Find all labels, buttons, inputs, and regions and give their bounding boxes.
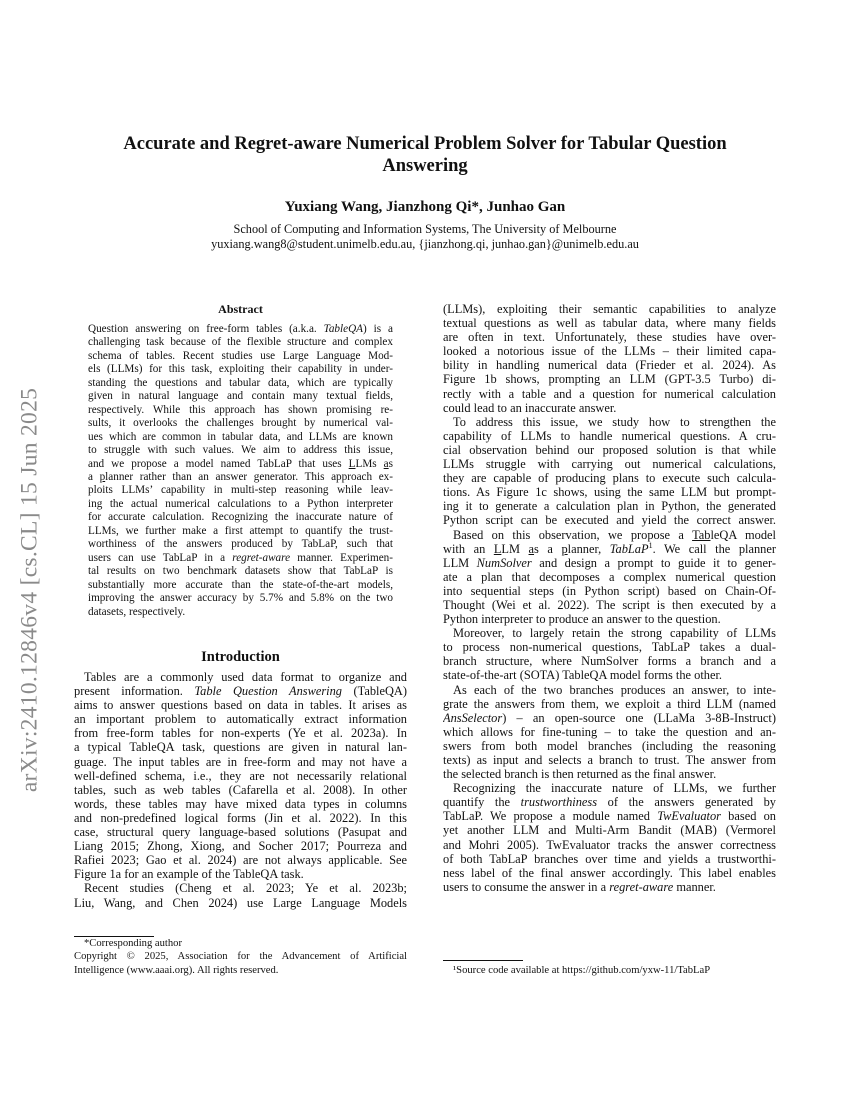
text-line: state-of-the-art (SOTA) TableQA model forms the other. [443, 668, 723, 683]
text-line: swers from both model branches (including the reasoning [443, 738, 776, 753]
text-line: As each of the two branches produces an answer, to inte- [453, 682, 776, 697]
abstract-body [88, 323, 393, 619]
text-line: which allows for fine-tuning – to take the question and an- [443, 724, 776, 739]
text-line: tables, such as web tables (Cafarella et al. 2008). In other [74, 782, 407, 797]
text-line: well-defined schema, i.e., they are not necessarily relational [74, 768, 407, 783]
text-line: present information. Table Question Answering (TableQA) [74, 684, 407, 699]
text-line: ness label of the final answer accordingly. This label enables [443, 865, 776, 880]
text-line: LLMs, we further make a first attempt to quantify the trust- [88, 524, 393, 537]
paper-title [60, 133, 790, 177]
text-line: Rafiei 2023; Gao et al. 2024) are not always applicable. See [74, 853, 407, 868]
text-line: aims to answer questions based on data in tables. It arises as [74, 698, 407, 713]
introduction-right-column [443, 302, 776, 894]
text-line: from free-form tables for non-experts (Ye et al. 2023a). In [74, 726, 407, 741]
text-line: datasets, respectively. [88, 605, 186, 618]
text-line: users can use TabLaP in a regret-aware manner. Experimen- [88, 551, 393, 564]
text-line: Recent studies (Cheng et al. 2023; Ye et al. 2023b; [84, 881, 407, 896]
title-line: Answering [382, 156, 468, 176]
text-line: improving the answer accuracy by 5.7% and 5.8% on the two [88, 592, 393, 605]
text-line: and Mohri 2005). TwEvaluator tracks the answer correctness [443, 837, 776, 852]
corresponding-author-footnote: *Corresponding author [84, 938, 182, 949]
introduction-heading: Introduction [201, 649, 280, 665]
text-line: could lead to an inaccurate answer. [443, 400, 617, 415]
source-code-footnote[interactable]: ¹Source code available at https://github.com/yxw-11/TabLaP [453, 965, 711, 976]
text-line: given in natural language and contain many textual fields, [88, 390, 393, 403]
text-line: rectly with a table and a question for numerical calculation [443, 386, 776, 401]
text-line: LLMs struggle with carrying out numerical calculations, [443, 457, 776, 472]
text-line: are often in text. Unfortunately, these studies have over- [443, 330, 776, 345]
text-line: tal results on two benchmark datasets show that TabLaP is [88, 565, 393, 578]
author-emails: yuxiang.wang8@student.unimelb.edu.au, {jianzhong.qi, junhao.gan}@unimelb.edu.au [211, 237, 639, 251]
affiliation-block [0, 222, 850, 252]
text-line: els (LLMs) for this task, exploiting their capability in under- [88, 363, 393, 376]
text-line: an important problem to automatically extract information [74, 712, 407, 727]
text-line: texts) as input and selects a branch to trust. The answer from [443, 753, 776, 767]
text-line: capability of LLMs to handle numerical questions. A cru- [443, 428, 776, 443]
copyright-line: Copyright © 2025, Association for the Advancement of Artificial [74, 951, 407, 963]
footnotes-left [74, 937, 407, 977]
text-line: Liang 2015; Zhong, Xiong, and Socher 2017; Pourreza and [74, 839, 407, 854]
text-line: a planner rather than an answer generator. This approach ex- [88, 470, 393, 483]
text-line: challenging task because of the flexible structure and complex [88, 336, 393, 349]
text-line: Python interpreter to produce an answer to the question. [443, 612, 721, 627]
text-line: and non-predefined logical forms (Jin et al. 2022). In this [74, 810, 407, 825]
arxiv-identifier-stamp: arXiv:2410.12846v4 [cs.CL] 15 Jun 2025 [16, 387, 43, 793]
text-line: quantify the trustworthiness of the answers generated by [443, 795, 776, 810]
text-line: Based on this observation, we propose a TableQA model [453, 527, 776, 542]
text-line: substantially more accurate than the state-of-the-art models, [88, 578, 393, 591]
text-line: Recognizing the inaccurate nature of LLMs, we further [453, 781, 776, 796]
text-line: looked a notorious issue of the LLMs – their limited capa- [443, 344, 776, 359]
text-line: Liu, Wang, and Chen 2024) use Large Language Models [74, 895, 407, 910]
text-line: words, these tables may have mixed data types in columns [74, 796, 407, 811]
text-line: users to consume the answer in a regret-aware manner. [443, 879, 716, 894]
text-line: sults, it overlooks the challenges brought by numerical val- [88, 417, 393, 430]
text-line: grate the answers from them, we exploit a third LLM (named [443, 696, 776, 711]
text-line: Python script can be executed and yield the correct answer. [443, 513, 776, 528]
text-line: ate a plan that decomposes a complex numerical question [443, 569, 776, 584]
text-line: Moreover, to largely retain the strong capability of LLMs [453, 626, 776, 641]
title-line: Accurate and Regret-aware Numerical Problem Solver for Tabular Question [123, 134, 727, 154]
introduction-left-column [74, 670, 407, 910]
text-line: ploits LLMs’ capability in multi-step reasoning while leav- [88, 484, 393, 497]
text-line: LLM NumSolver and design a prompt to guide it to gener- [443, 555, 776, 570]
text-line: guage. The input tables are in free-form and may not have a [74, 754, 407, 769]
text-line: textual questions as well as tabular data, where many fields [443, 316, 776, 331]
text-line: for accurate calculation. Recognizing the inaccurate nature of [88, 511, 393, 524]
text-line: with an LLM as a planner, TabLaP$^1$. We call the planner [443, 541, 776, 556]
text-line: standing the questions and tabular data, which are typically [88, 376, 393, 389]
text-line: case, structural query language-based solutions (Pasupat and [74, 825, 407, 840]
footnote-rule-right [443, 960, 523, 961]
text-line: Question answering on free-form tables (a.k.a. TableQA) is a [88, 323, 393, 335]
text-line: bility in handling numerical data (Frieder et al. 2024). As [443, 358, 776, 373]
text-line: TabLaP. We propose a module named TwEvaluator based on [443, 809, 776, 824]
text-line: Tables are a commonly used data format to organize and [84, 670, 407, 684]
text-line: into sequential steps (in Python script) based on Chain-Of- [443, 583, 776, 598]
text-line: they are capable of producing plans to execute such calcula- [443, 471, 776, 486]
text-line: To address this issue, we study how to strengthen the [453, 414, 776, 429]
text-line: ues which are common in tabular data, and LLMs are known [88, 430, 393, 443]
text-line: ing it to generate a calculation plan in Python, the generated [443, 499, 776, 514]
text-line: the selected branch is then returned as the final answer. [443, 767, 717, 782]
text-line: branch structure, where NumSolver forms a branch and a [443, 654, 776, 669]
text-line: respectively. While this approach has shown promising re- [88, 403, 393, 416]
text-line: Thought (Wei et al. 2022). The script is then executed by a [443, 597, 776, 612]
text-line: Figure 1b shows, prompting an LLM (GPT-3.5 Turbo) di- [443, 372, 776, 387]
text-line: worthiness of the answers produced by TabLaP, such that [88, 538, 393, 551]
authors: Yuxiang Wang, Jianzhong Qi*, Junhao Gan [284, 199, 566, 215]
text-line: AnsSelector) – an open-source one (LLaMa 3-8B-Instruct) [443, 710, 776, 725]
text-line: of both TabLaP branches over time and yields a trustworthi- [443, 851, 776, 866]
text-line: and we propose a model named TabLaP that uses LLMs as [88, 457, 393, 470]
text-line: a typical TableQA task, questions are given in natural lan- [74, 740, 407, 755]
text-line: to struggle with such values. We aim to address this issue, [88, 444, 393, 457]
text-line: cial observation behind our proposed solution is that while [443, 442, 776, 457]
affiliation: School of Computing and Information Systems, The University of Melbourne [233, 222, 617, 236]
text-line: tions. As Figure 1c shows, using the same LLM but prompt- [443, 485, 776, 500]
text-line: yet another LLM and Multi-Arm Bandit (MAB) (Vermorel [443, 823, 776, 838]
text-line: schema of tables. Recent studies use Large Language Mod- [88, 349, 393, 362]
text-line: ing the actual numerical calculations to a Python interpreter [88, 497, 393, 510]
text-line: to process non-numerical questions, TabLaP takes a dual- [443, 640, 776, 655]
text-line: Figure 1a for an example of the TableQA task. [74, 867, 304, 882]
abstract-heading: Abstract [218, 302, 263, 316]
text-line: (LLMs), exploiting their semantic capabilities to analyze [443, 302, 776, 316]
copyright-line: Intelligence (www.aaai.org). All rights reserved. [74, 964, 279, 976]
